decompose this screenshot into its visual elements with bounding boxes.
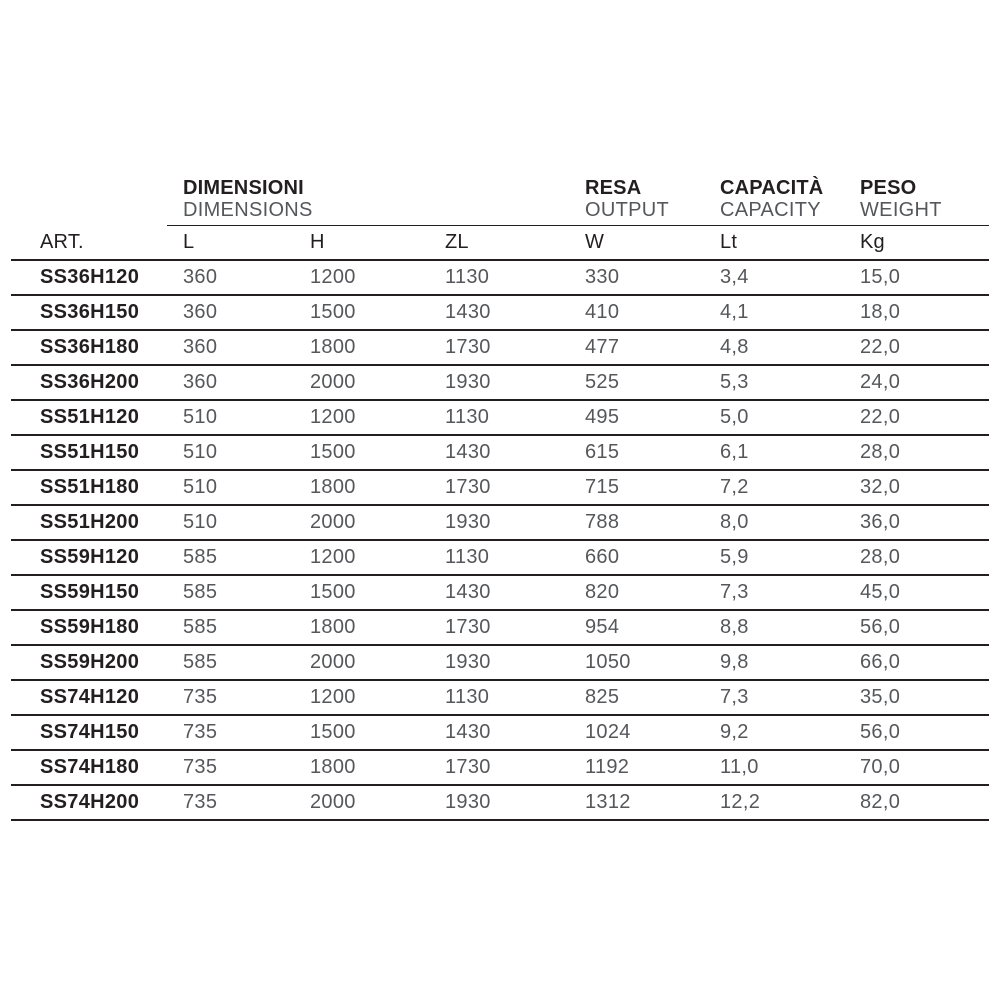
value-lt: 5,3 [708, 365, 848, 400]
art-code: SS51H120 [11, 400, 167, 435]
value-kg: 22,0 [848, 330, 989, 365]
group-label-it: CAPACITÀ [720, 177, 824, 199]
value-h: 1200 [298, 400, 434, 435]
value-kg: 28,0 [848, 435, 989, 470]
value-kg: 15,0 [848, 260, 989, 295]
value-h: 1800 [298, 330, 434, 365]
table-row [11, 435, 989, 470]
group-label-en: CAPACITY [720, 199, 821, 221]
value-lt: 7,2 [708, 470, 848, 505]
value-lt: 7,3 [708, 680, 848, 715]
value-zl: 1730 [434, 610, 574, 645]
table-row [11, 715, 989, 750]
group-header-spacer [11, 170, 167, 225]
value-zl: 1930 [434, 505, 574, 540]
value-kg: 70,0 [848, 750, 989, 785]
art-code: SS59H120 [11, 540, 167, 575]
unit-header-zl: ZL [434, 225, 574, 260]
table-row [11, 785, 989, 820]
value-kg: 45,0 [848, 575, 989, 610]
art-code: SS51H200 [11, 505, 167, 540]
value-lt: 7,3 [708, 575, 848, 610]
value-w: 1312 [574, 785, 708, 820]
value-kg: 28,0 [848, 540, 989, 575]
value-w: 525 [574, 365, 708, 400]
group-header-capacity [708, 170, 848, 225]
art-code: SS74H180 [11, 750, 167, 785]
table-row [11, 330, 989, 365]
table-row [11, 540, 989, 575]
group-label-it: RESA [585, 177, 642, 199]
art-code: SS36H150 [11, 295, 167, 330]
table-row [11, 575, 989, 610]
table-row [11, 610, 989, 645]
value-l: 735 [167, 750, 298, 785]
value-zl: 1130 [434, 540, 574, 575]
value-zl: 1730 [434, 470, 574, 505]
value-lt: 5,9 [708, 540, 848, 575]
value-kg: 35,0 [848, 680, 989, 715]
value-h: 1200 [298, 260, 434, 295]
value-w: 330 [574, 260, 708, 295]
value-h: 1800 [298, 610, 434, 645]
value-l: 360 [167, 330, 298, 365]
value-w: 615 [574, 435, 708, 470]
value-h: 1200 [298, 540, 434, 575]
value-w: 660 [574, 540, 708, 575]
table-row [11, 750, 989, 785]
value-l: 585 [167, 575, 298, 610]
value-lt: 11,0 [708, 750, 848, 785]
value-h: 2000 [298, 785, 434, 820]
value-w: 825 [574, 680, 708, 715]
value-w: 410 [574, 295, 708, 330]
value-zl: 1130 [434, 680, 574, 715]
value-zl: 1430 [434, 575, 574, 610]
value-zl: 1930 [434, 645, 574, 680]
value-l: 585 [167, 540, 298, 575]
value-lt: 4,8 [708, 330, 848, 365]
value-zl: 1130 [434, 400, 574, 435]
value-kg: 82,0 [848, 785, 989, 820]
value-lt: 6,1 [708, 435, 848, 470]
value-l: 585 [167, 645, 298, 680]
value-h: 1500 [298, 435, 434, 470]
value-kg: 18,0 [848, 295, 989, 330]
value-kg: 32,0 [848, 470, 989, 505]
value-h: 1800 [298, 470, 434, 505]
value-h: 2000 [298, 645, 434, 680]
art-code: SS74H120 [11, 680, 167, 715]
table-row [11, 505, 989, 540]
value-w: 1024 [574, 715, 708, 750]
value-w: 788 [574, 505, 708, 540]
units-header-row [11, 225, 989, 260]
art-code: SS74H150 [11, 715, 167, 750]
table-row [11, 400, 989, 435]
value-w: 820 [574, 575, 708, 610]
group-label-en: OUTPUT [585, 199, 670, 221]
table-row [11, 645, 989, 680]
art-code: SS36H120 [11, 260, 167, 295]
value-h: 1800 [298, 750, 434, 785]
value-kg: 56,0 [848, 610, 989, 645]
value-lt: 12,2 [708, 785, 848, 820]
table-row [11, 295, 989, 330]
value-w: 1192 [574, 750, 708, 785]
value-l: 510 [167, 505, 298, 540]
value-l: 360 [167, 295, 298, 330]
value-lt: 4,1 [708, 295, 848, 330]
unit-header-w: W [574, 225, 708, 260]
value-h: 2000 [298, 365, 434, 400]
art-code: SS36H180 [11, 330, 167, 365]
group-header-dimensions [167, 170, 574, 225]
art-code: SS51H180 [11, 470, 167, 505]
group-header-output [574, 170, 708, 225]
value-lt: 9,2 [708, 715, 848, 750]
value-h: 1500 [298, 295, 434, 330]
value-h: 1500 [298, 575, 434, 610]
value-w: 1050 [574, 645, 708, 680]
art-code: SS36H200 [11, 365, 167, 400]
value-l: 360 [167, 365, 298, 400]
value-l: 510 [167, 435, 298, 470]
value-lt: 5,0 [708, 400, 848, 435]
unit-header-kg: Kg [848, 225, 989, 260]
value-zl: 1430 [434, 435, 574, 470]
art-code: SS51H150 [11, 435, 167, 470]
value-l: 510 [167, 470, 298, 505]
value-w: 715 [574, 470, 708, 505]
spec-table [11, 170, 989, 821]
value-kg: 24,0 [848, 365, 989, 400]
value-h: 2000 [298, 505, 434, 540]
art-code: SS59H150 [11, 575, 167, 610]
value-lt: 9,8 [708, 645, 848, 680]
value-h: 1200 [298, 680, 434, 715]
group-label-en: DIMENSIONS [183, 199, 313, 221]
value-l: 735 [167, 785, 298, 820]
value-zl: 1130 [434, 260, 574, 295]
value-l: 510 [167, 400, 298, 435]
value-h: 1500 [298, 715, 434, 750]
value-l: 585 [167, 610, 298, 645]
value-zl: 1930 [434, 785, 574, 820]
value-zl: 1730 [434, 330, 574, 365]
group-label-it: PESO [860, 177, 917, 199]
group-label-en: WEIGHT [860, 199, 942, 221]
value-kg: 22,0 [848, 400, 989, 435]
value-lt: 8,0 [708, 505, 848, 540]
value-zl: 1430 [434, 715, 574, 750]
art-column-header: ART. [11, 225, 167, 260]
value-zl: 1730 [434, 750, 574, 785]
value-l: 735 [167, 680, 298, 715]
value-zl: 1930 [434, 365, 574, 400]
art-code: SS59H180 [11, 610, 167, 645]
value-w: 477 [574, 330, 708, 365]
value-kg: 36,0 [848, 505, 989, 540]
table-row [11, 680, 989, 715]
group-header-weight [848, 170, 989, 225]
value-l: 360 [167, 260, 298, 295]
art-code: SS59H200 [11, 645, 167, 680]
table-row [11, 365, 989, 400]
table-row [11, 260, 989, 295]
art-code: SS74H200 [11, 785, 167, 820]
value-kg: 66,0 [848, 645, 989, 680]
group-header-row [11, 170, 989, 225]
unit-header-h: H [298, 225, 434, 260]
value-zl: 1430 [434, 295, 574, 330]
unit-header-l: L [167, 225, 298, 260]
value-kg: 56,0 [848, 715, 989, 750]
value-lt: 3,4 [708, 260, 848, 295]
value-lt: 8,8 [708, 610, 848, 645]
unit-header-lt: Lt [708, 225, 848, 260]
value-l: 735 [167, 715, 298, 750]
group-label-it: DIMENSIONI [183, 177, 304, 199]
value-w: 495 [574, 400, 708, 435]
value-w: 954 [574, 610, 708, 645]
table-row [11, 470, 989, 505]
